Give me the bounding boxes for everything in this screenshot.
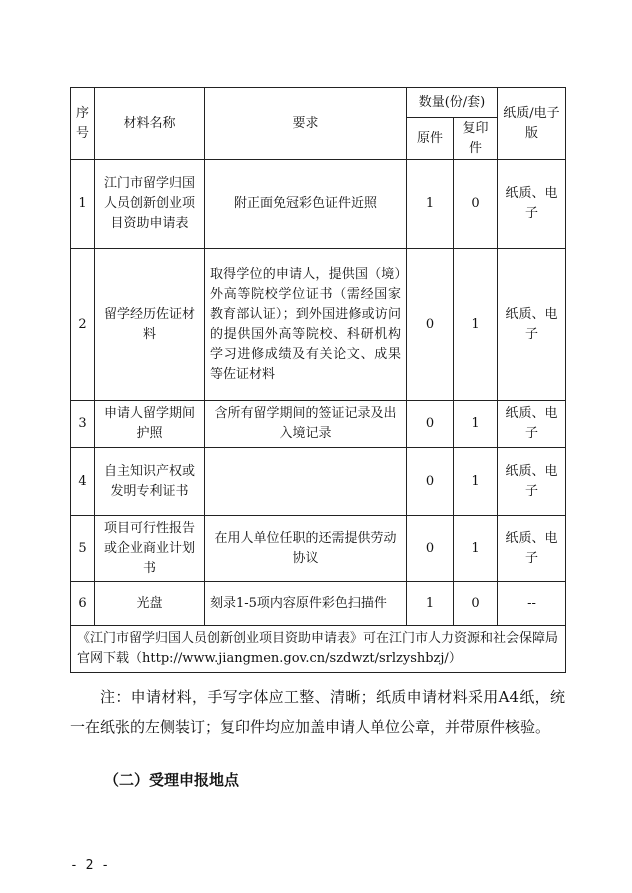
- row-copy: 1: [454, 516, 498, 582]
- row-original: 1: [407, 582, 454, 626]
- row-requirement: [205, 448, 407, 516]
- row-original: 1: [407, 160, 454, 249]
- row-requirement: 附正面免冠彩色证件近照: [205, 160, 407, 249]
- row-original: 0: [407, 516, 454, 582]
- row-name: 留学经历佐证材料: [95, 249, 205, 401]
- row-format: --: [498, 582, 566, 626]
- table-row: [71, 249, 566, 401]
- page-number: - 2 -: [70, 858, 110, 873]
- header-format: 纸质/电子版: [498, 88, 566, 160]
- row-copy: 1: [454, 401, 498, 448]
- row-format: 纸质、电子: [498, 249, 566, 401]
- table-row: [71, 401, 566, 448]
- row-format: 纸质、电子: [498, 401, 566, 448]
- row-format: 纸质、电子: [498, 448, 566, 516]
- row-requirement: 含所有留学期间的签证记录及出入境记录: [205, 401, 407, 448]
- section-heading: （二）受理申报地点: [104, 771, 240, 789]
- row-original: 0: [407, 249, 454, 401]
- row-no: 6: [71, 582, 95, 626]
- row-copy: 0: [454, 582, 498, 626]
- row-no: 2: [71, 249, 95, 401]
- header-name: 材料名称: [95, 88, 205, 160]
- row-original: 0: [407, 448, 454, 516]
- table-row: [71, 448, 566, 516]
- header-original: 原件: [407, 118, 454, 160]
- row-name: 申请人留学期间护照: [95, 401, 205, 448]
- download-note: 《江门市留学归国人员创新创业项目资助申请表》可在江门市人力资源和社会保障局官网下载（http://www.jiangmen.gov.cn/szdwzt/srlzyshbzj/）: [71, 626, 566, 673]
- row-name: 江门市留学归国人员创新创业项目资助申请表: [95, 160, 205, 249]
- row-copy: 1: [454, 249, 498, 401]
- row-requirement: 在用人单位任职的还需提供劳动协议: [205, 516, 407, 582]
- row-no: 3: [71, 401, 95, 448]
- table-row: [71, 516, 566, 582]
- header-no: 序号: [71, 88, 95, 160]
- table-row: [71, 160, 566, 249]
- row-no: 5: [71, 516, 95, 582]
- materials-table: [70, 87, 566, 673]
- row-no: 1: [71, 160, 95, 249]
- row-requirement: 刻录1-5项内容原件彩色扫描件: [205, 582, 407, 626]
- row-copy: 1: [454, 448, 498, 516]
- header-requirement: 要求: [205, 88, 407, 160]
- header-copy: 复印件: [454, 118, 498, 160]
- row-format: 纸质、电子: [498, 516, 566, 582]
- table-row: [71, 582, 566, 626]
- application-note: 注：申请材料，手写字体应工整、清晰；纸质申请材料采用A4纸，统一在纸张的左侧装订；复印件均应加盖申请人单位公章，并带原件核验。: [70, 688, 565, 736]
- row-name: 项目可行性报告或企业商业计划书: [95, 516, 205, 582]
- row-name: 自主知识产权或发明专利证书: [95, 448, 205, 516]
- row-format: 纸质、电子: [498, 160, 566, 249]
- row-original: 0: [407, 401, 454, 448]
- row-requirement: 取得学位的申请人，提供国（境）外高等院校学位证书（需经国家教育部认证）；到外国进修或访问的提供国外高等院校、科研机构学习进修成绩及有关论文、成果等佐证材料: [205, 249, 407, 401]
- row-no: 4: [71, 448, 95, 516]
- row-name: 光盘: [95, 582, 205, 626]
- table-footnote-row: [71, 626, 566, 673]
- header-quantity: 数量(份/套): [407, 88, 498, 118]
- row-copy: 0: [454, 160, 498, 249]
